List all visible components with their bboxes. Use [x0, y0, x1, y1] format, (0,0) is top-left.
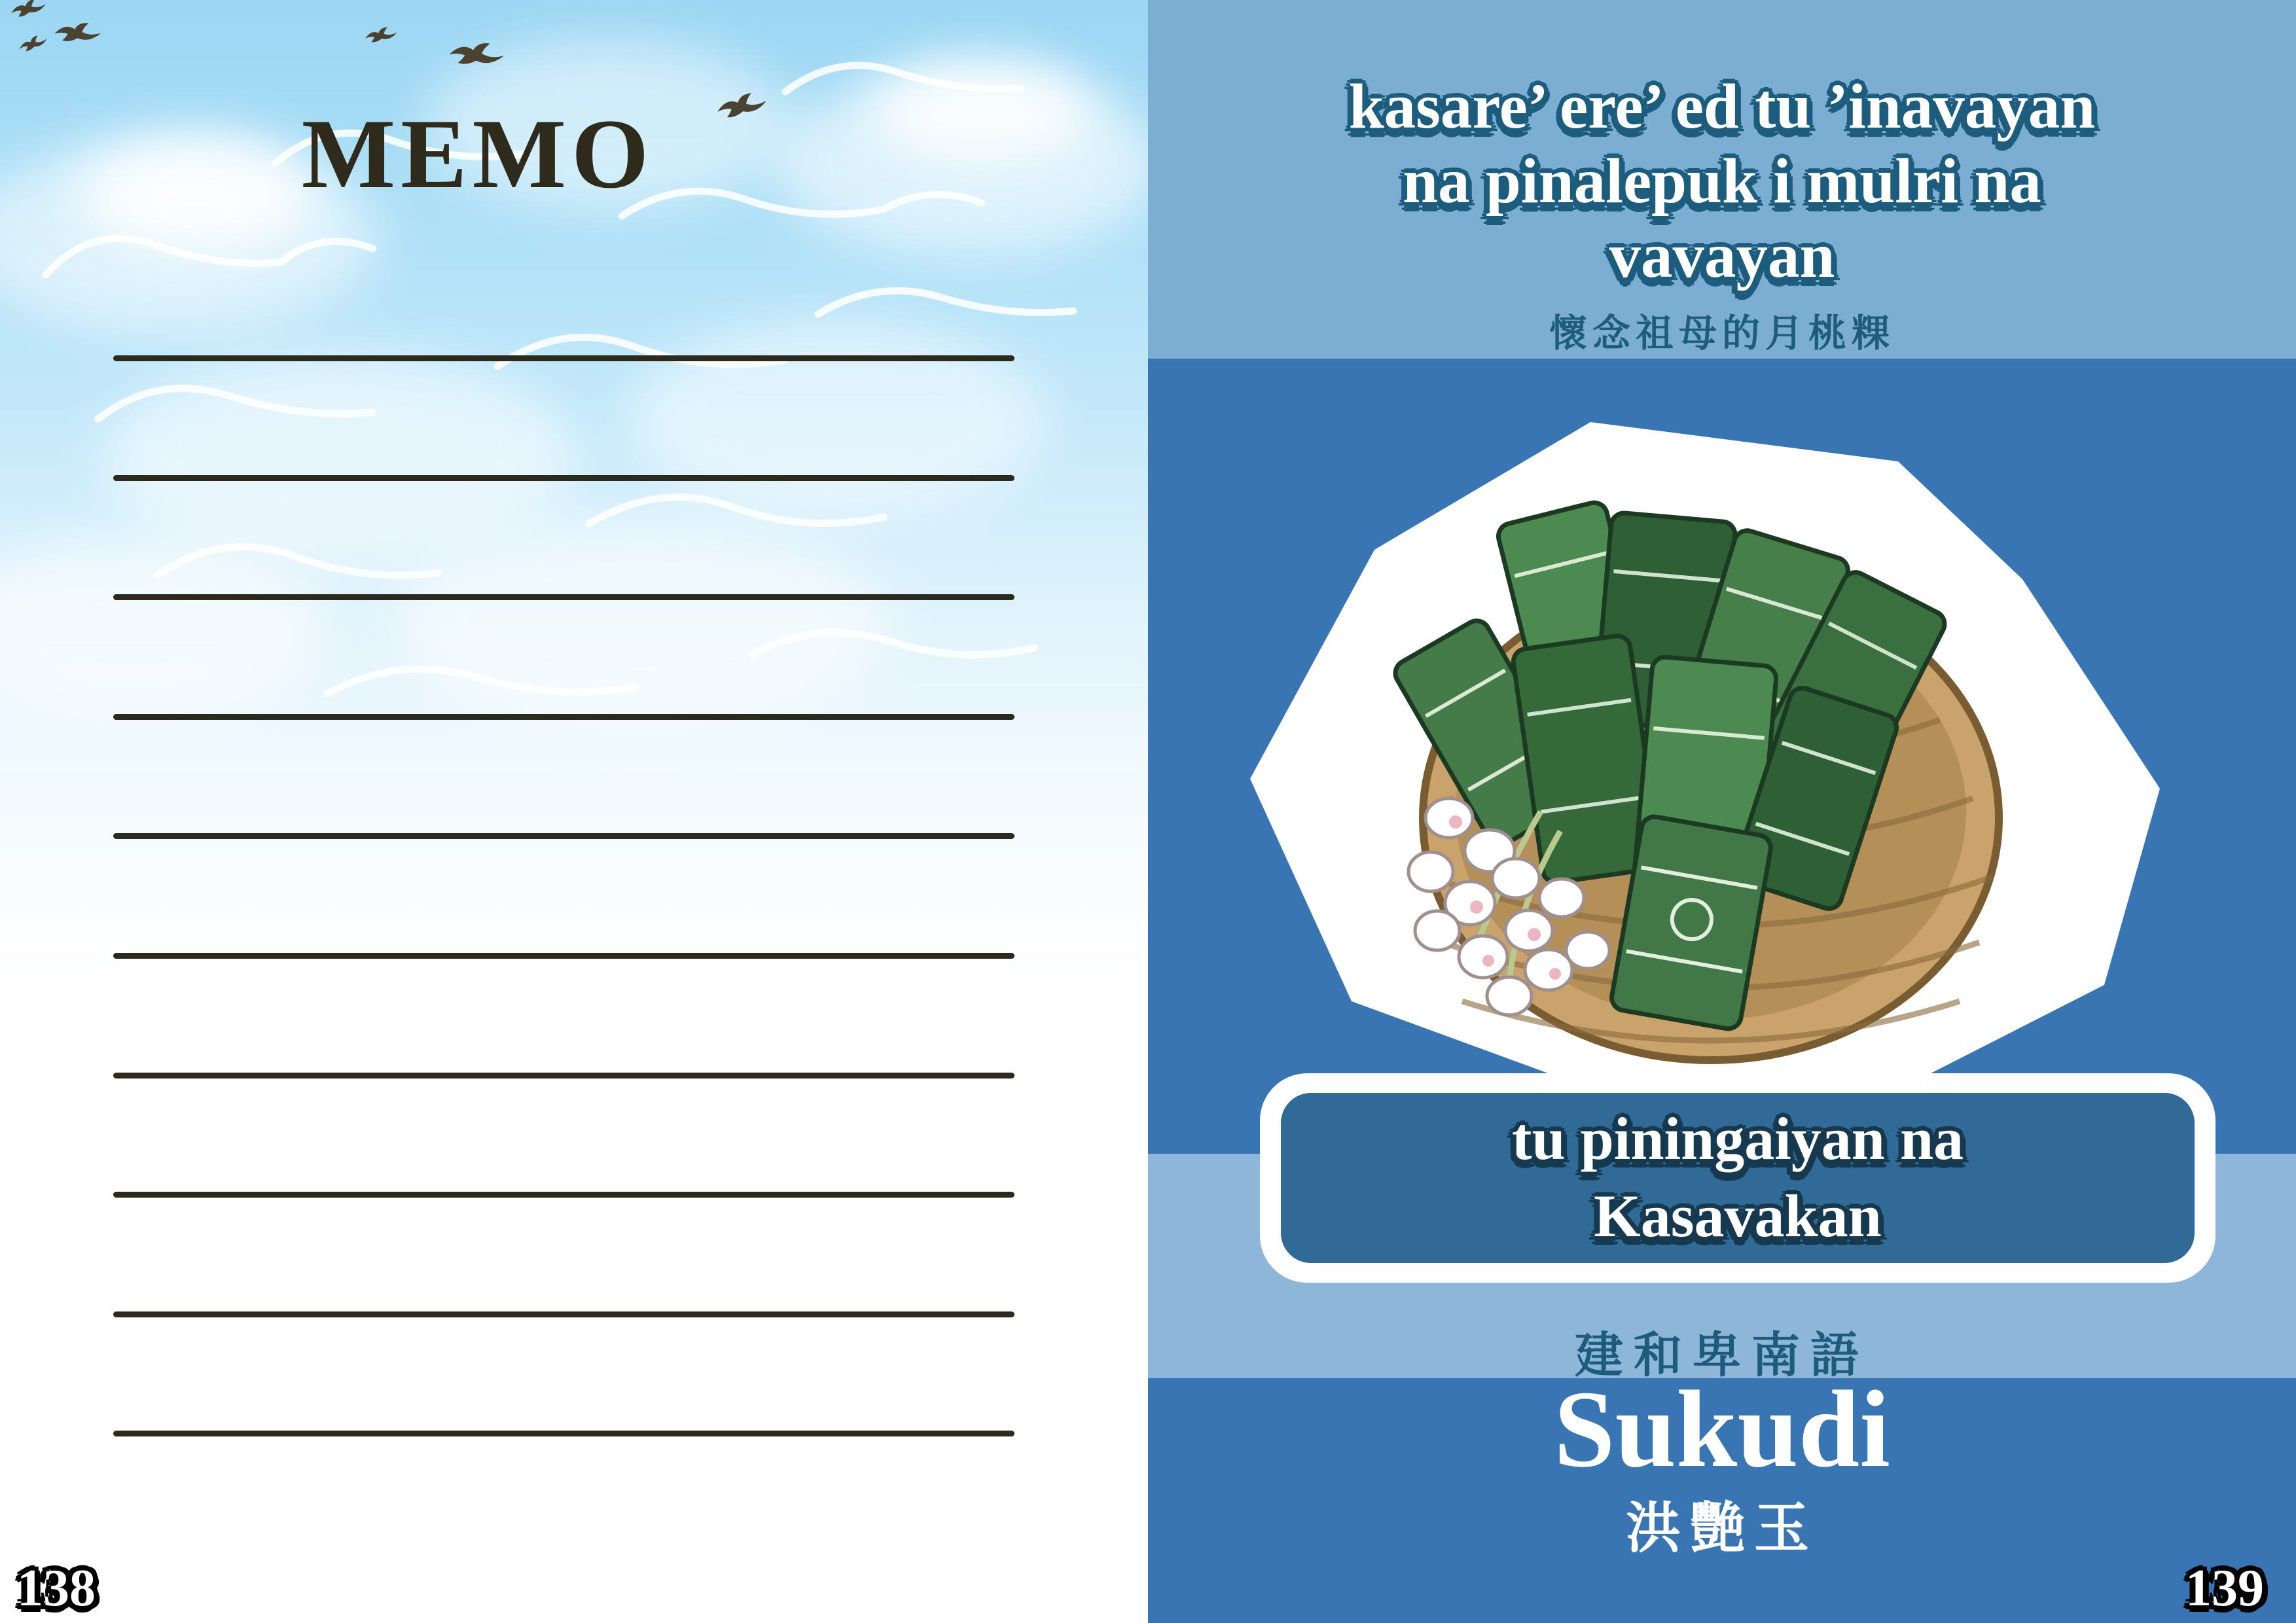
- story-title-line-1: kasare’ ere’ ed tu ’inavayan: [1348, 71, 2096, 141]
- author-name-chinese: 洪艷玉: [1625, 1499, 1818, 1560]
- memo-line: [113, 355, 1014, 361]
- page-number-right: 139: [2185, 1560, 2264, 1617]
- memo-line: [113, 714, 1014, 720]
- memo-line: [113, 953, 1014, 959]
- dialect-line-2: Kasavakan: [1594, 1183, 1882, 1249]
- memo-line: [113, 1431, 1014, 1436]
- page-number-left: 138: [17, 1560, 96, 1617]
- story-title-chinese: 懷念祖母的月桃粿: [1549, 312, 1895, 355]
- memo-line: [113, 833, 1014, 839]
- leaf-wrapped-rice-cakes-on-woven-tray-with-shell-ginger-flowers-illustration: [1233, 393, 2189, 1099]
- author-name: Sukudi: [1554, 1368, 1890, 1490]
- memo-line: [113, 594, 1014, 600]
- memo-page-title: MEMO: [301, 99, 655, 209]
- dialect-box-inner: [1281, 1093, 2195, 1263]
- story-title-line-2: na pinalepuk i mulri na: [1403, 146, 2041, 216]
- story-title-line-3: vavayan: [1609, 221, 1835, 291]
- memo-line: [113, 1073, 1014, 1079]
- dialect-line-1: tu piningaiyan na: [1511, 1105, 1964, 1172]
- dialect-box: [1260, 1073, 2215, 1283]
- title-page: [1148, 0, 2296, 1623]
- memo-line: [113, 1192, 1014, 1198]
- language-label-chinese: 建和卑南語: [1575, 1329, 1869, 1383]
- memo-line: [113, 475, 1014, 481]
- memo-line: [113, 1311, 1014, 1317]
